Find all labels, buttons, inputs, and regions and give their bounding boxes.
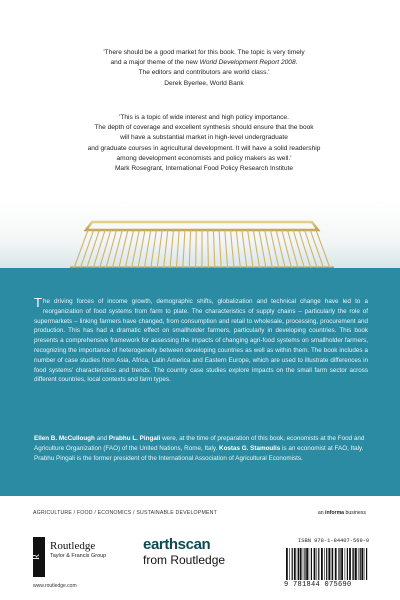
shopping-cart-illustration [0, 200, 400, 268]
barcode-number: 9 781844 075690 [284, 581, 352, 589]
quote-attribution: Mark Rosegrant, International Food Policy Research Institute [114, 165, 294, 173]
endorsement-quote [44, 113, 364, 174]
informa-brand: informa [325, 510, 345, 516]
routledge-logo [50, 540, 106, 560]
publisher-name: Routledge [50, 540, 96, 552]
endorsements [0, 0, 400, 200]
publisher-group: Taylor & Francis Group [50, 553, 107, 559]
book-description [34, 297, 368, 385]
earthscan-logo [143, 536, 259, 567]
author-name: Kostas G. Stamoulis [219, 444, 281, 452]
description-text: he driving forces of income growth, demographic shifts, globalization and technical change have led to a reorganization of food systems from farm to plate. The characteristics of supply chains – particularly the role of supermarkets – linking farmers have changed, from consumption and retail to wholesale, processing, procurement and production. This has had a dramatic effect on smallholder farmers, particularly in developing countries. This book presents a comprehensive framework for assessing the impacts of changing agri-food systems on smallholder farmers, recognizing the importance of heterogeneity between developing countries as well as within them. The book includes a number of case studies from Asia, Africa, Latin America and Eastern Europe, which are used to illustrate differences in food systems' characteristics and trends. The country case studies explore impacts on the small farm sector across different countries, local contexts and farm types. [34, 298, 368, 384]
publisher-url: www.routledge.com [33, 583, 77, 589]
informa-suffix: business [344, 510, 366, 516]
drop-cap: T [34, 295, 42, 310]
subject-categories: AGRICULTURE / FOOD / ECONOMICS / SUSTAINABLE DEVELOPMENT [33, 510, 217, 516]
author-bio-text: is an economist at FAO, Italy. Prabhu Pingali is the former president of the International Association of Agricultural Economists. [34, 444, 364, 462]
informa-prefix: an [317, 510, 326, 516]
informa-tagline [318, 510, 366, 516]
footer-strip [0, 496, 400, 600]
author-bio-text: were, at the time of preparation of this book, economists at the Food and Agriculture Organization (FAO) of the United Nations, Rome, Italy. [34, 435, 365, 452]
author-name: Ellen B. McCullough [34, 435, 95, 442]
description-panel [0, 268, 400, 496]
imprint-name: earthscan [143, 536, 211, 553]
isbn-label: ISBN 978-1-84407-569-0 [298, 538, 370, 544]
author-name: Prabhu L. Pingali [108, 435, 161, 442]
shopping-cart-photo [0, 200, 400, 268]
quote-line: The depth of coverage and excellent synthesis should ensure that the book [94, 124, 314, 132]
author-bios [34, 434, 368, 463]
author-conjunction: and [94, 435, 109, 442]
routledge-logo-icon [33, 537, 45, 577]
quote-line: and a major theme of the new World Development Report 2008. [110, 59, 298, 67]
quote-line: and graduate courses in agricultural development. It will have a solid readership [87, 144, 321, 152]
endorsement-quote [44, 48, 364, 89]
barcode-icon [284, 548, 370, 580]
quote-line: 'There should be a good market for this book. The topic is very timely [103, 49, 305, 56]
cart-rim [86, 222, 318, 230]
quote-line: 'This is a topic of wide interest and high policy importance. [119, 114, 289, 121]
quote-line: among development economists and policy makers as well.' [116, 154, 292, 162]
imprint-from: from Routledge [143, 553, 226, 567]
quote-line: The editors and contributors are world class.' [138, 69, 270, 77]
svg-text:R: R [31, 553, 41, 561]
quote-line: will have a substantial market in high-level undergraduate [120, 134, 288, 142]
quote-attribution: Derek Byerlee, World Bank [164, 79, 244, 87]
